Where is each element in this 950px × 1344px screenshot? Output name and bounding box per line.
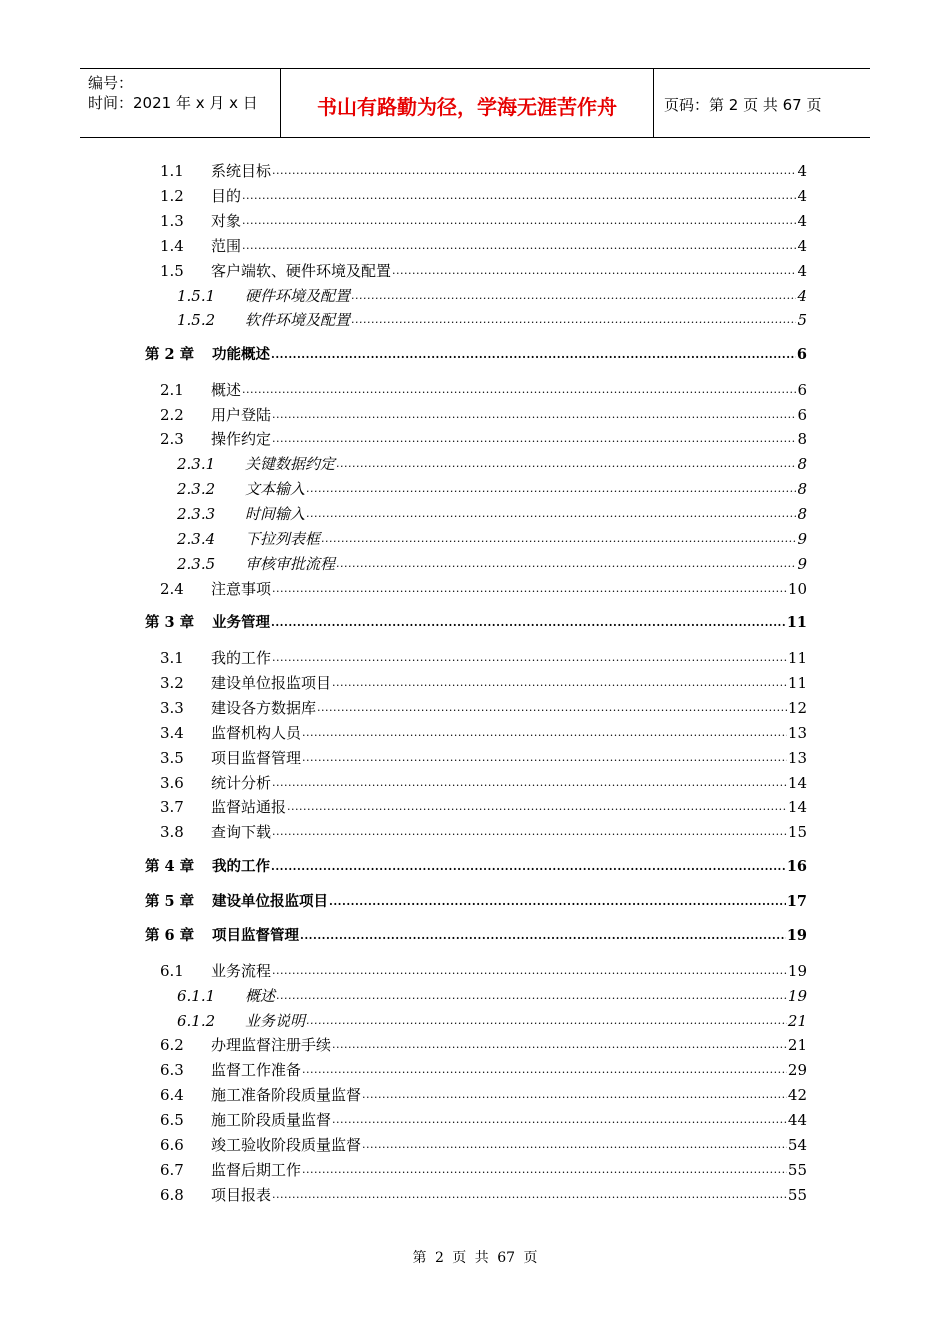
toc-entry-title: 概述 (245, 986, 276, 1005)
toc-dot-leader (272, 647, 787, 667)
toc-entry-page: 11 (786, 614, 807, 632)
toc-entry-number: 1.4 (160, 236, 184, 255)
toc-dot-leader (271, 613, 786, 632)
toc-entry[interactable] (145, 503, 807, 523)
toc-entry-title: 概述 (211, 380, 242, 399)
toc-entry[interactable] (145, 697, 807, 717)
toc-entry-number: 1.5.2 (177, 311, 216, 330)
toc-entry[interactable] (145, 985, 807, 1005)
toc-entry-title: 项目监督管理 (212, 927, 299, 945)
toc-dot-leader (272, 960, 787, 980)
toc-entry[interactable] (145, 160, 807, 180)
toc-entry-title: 竣工验收阶段质量监督 (211, 1136, 362, 1154)
toc-entry-number: 3.3 (160, 698, 184, 717)
toc-entry-title: 监督后期工作 (211, 1160, 302, 1179)
toc-entry[interactable] (145, 722, 807, 742)
toc-entry[interactable] (145, 1109, 807, 1129)
toc-entry-number: 1.5.1 (177, 286, 216, 305)
toc-entry-number: 2.3.1 (177, 455, 216, 474)
toc-entry-number: 1.3 (160, 211, 184, 230)
toc-entry-number: 3.8 (160, 823, 184, 842)
toc-entry-number: 2.2 (160, 405, 184, 424)
toc-dot-leader (332, 672, 787, 692)
toc-dot-leader (351, 285, 796, 305)
toc-entry-title: 项目监督管理 (211, 748, 302, 767)
toc-entry[interactable] (145, 578, 807, 598)
page-footer: 第 2 页 共 67 页 (412, 1250, 538, 1266)
toc-dot-leader (332, 1109, 787, 1129)
toc-entry-page: 11 (787, 673, 807, 692)
toc-entry-title: 下拉列表框 (245, 530, 321, 548)
toc-chapter-entry[interactable] (145, 856, 807, 876)
toc-entry-number: 2.3.2 (177, 480, 216, 499)
toc-dot-leader (242, 185, 796, 205)
toc-entry-page: 21 (787, 1011, 807, 1030)
toc-entry-number: 2.3.3 (177, 505, 216, 524)
toc-entry-number: 6.8 (160, 1185, 184, 1204)
toc-dot-leader (336, 553, 796, 573)
toc-entry[interactable] (145, 647, 807, 667)
toc-entry-page: 13 (787, 748, 807, 767)
toc-entry-page: 19 (787, 961, 807, 980)
toc-entry-number: 第 3 章 (145, 614, 195, 632)
page-header (80, 68, 870, 138)
toc-dot-leader (272, 404, 796, 424)
toc-entry-page: 55 (787, 1185, 807, 1204)
toc-entry[interactable] (145, 1084, 807, 1104)
toc-dot-leader (332, 1034, 787, 1054)
toc-entry-number: 6.3 (160, 1061, 184, 1080)
header-number-label: 编号： (88, 74, 134, 92)
toc-entry-page: 4 (797, 211, 807, 230)
toc-entry-title: 业务说明 (245, 1011, 306, 1030)
toc-entry-page: 8 (797, 505, 807, 524)
toc-entry-title: 查询下载 (211, 823, 272, 842)
toc-entry[interactable] (145, 235, 807, 255)
toc-entry[interactable] (145, 453, 807, 473)
toc-entry-title: 软件环境及配置 (245, 311, 351, 330)
header-page-info: 页码：第 2 页 共 67 页 (664, 95, 822, 114)
toc-dot-leader (272, 821, 787, 841)
toc-entry-page: 14 (787, 773, 807, 792)
toc-entry-page: 4 (797, 261, 807, 280)
toc-dot-leader (317, 697, 787, 717)
toc-dot-leader (302, 1059, 787, 1079)
toc-entry-number: 第 5 章 (145, 892, 195, 910)
toc-entry-number: 6.2 (160, 1036, 184, 1055)
toc-entry[interactable] (145, 1184, 807, 1204)
toc-entry-title: 监督站通报 (211, 798, 287, 817)
toc-entry-number: 6.7 (160, 1160, 184, 1179)
toc-entry-number: 3.1 (160, 649, 184, 667)
toc-dot-leader (276, 985, 787, 1005)
toc-entry-number: 1.1 (160, 162, 184, 180)
toc-dot-leader (321, 528, 796, 548)
toc-entry-page: 6 (797, 405, 807, 424)
toc-entry-title: 客户端软、硬件环境及配置 (211, 261, 392, 280)
toc-dot-leader (287, 796, 787, 816)
toc-entry-page: 55 (787, 1160, 807, 1179)
toc-entry[interactable] (145, 528, 807, 548)
toc-entry-title: 监督机构人员 (211, 723, 302, 742)
toc-entry-number: 3.2 (160, 673, 184, 692)
toc-entry[interactable] (145, 960, 807, 980)
toc-dot-leader (302, 1159, 787, 1179)
toc-entry-page: 8 (797, 480, 807, 499)
toc-entry-page: 21 (787, 1036, 807, 1055)
toc-dot-leader (271, 345, 796, 364)
toc-entry-title: 办理监督注册手续 (211, 1036, 332, 1055)
toc-entry-page: 4 (797, 286, 807, 305)
toc-dot-leader (242, 379, 796, 399)
toc-entry-page: 6 (797, 380, 807, 399)
toc-entry-number: 2.4 (160, 579, 184, 598)
toc-entry[interactable] (145, 185, 807, 205)
toc-entry-number: 2.1 (160, 380, 184, 399)
toc-dot-leader (272, 578, 787, 598)
toc-entry-number: 6.5 (160, 1111, 184, 1130)
toc-entry[interactable] (145, 821, 807, 841)
toc-entry-page: 19 (787, 986, 807, 1005)
toc-chapter-entry[interactable] (145, 612, 807, 632)
toc-entry-title: 范围 (211, 236, 242, 255)
toc-dot-leader (336, 453, 796, 473)
toc-dot-leader (362, 1084, 787, 1104)
toc-entry-title: 业务管理 (212, 614, 270, 632)
toc-dot-leader (242, 235, 796, 255)
toc-entry-number: 2.3.4 (177, 530, 216, 548)
toc-entry[interactable] (145, 1134, 807, 1154)
toc-entry-page: 29 (787, 1061, 807, 1080)
toc-entry-number: 第 4 章 (145, 857, 195, 875)
toc-entry-page: 16 (786, 857, 807, 875)
toc-entry[interactable] (145, 260, 807, 280)
toc-entry[interactable] (145, 672, 807, 692)
toc-entry-page: 17 (786, 892, 807, 910)
toc-entry-title: 监督工作准备 (211, 1061, 302, 1080)
toc-entry-number: 第 2 章 (145, 346, 195, 363)
toc-entry[interactable] (145, 379, 807, 399)
toc-entry[interactable] (145, 1059, 807, 1079)
toc-entry-title: 注意事项 (211, 579, 272, 598)
toc-entry[interactable] (145, 285, 807, 305)
toc-entry-page: 4 (797, 236, 807, 255)
toc-entry-page: 8 (797, 430, 807, 449)
toc-entry[interactable] (145, 404, 807, 424)
toc-entry[interactable] (145, 1159, 807, 1179)
toc-entry[interactable] (145, 478, 807, 498)
toc-dot-leader (242, 210, 796, 230)
toc-entry-page: 9 (797, 530, 807, 548)
toc-entry-title: 施工阶段质量监督 (211, 1111, 332, 1130)
toc-entry-number: 3.4 (160, 723, 184, 742)
header-time-label: 时间：2021 年 x 月 x 日 (88, 94, 258, 112)
toc-entry-title: 建设单位报监项目 (211, 673, 332, 692)
toc-entry-number: 3.7 (160, 798, 184, 817)
toc-entry-title: 我的工作 (211, 649, 272, 667)
toc-chapter-entry[interactable] (145, 344, 807, 364)
toc-entry-page: 11 (787, 649, 807, 667)
toc-entry-title: 统计分析 (211, 773, 272, 792)
toc-entry[interactable] (145, 210, 807, 230)
toc-dot-leader (271, 857, 786, 876)
toc-entry-title: 关键数据约定 (245, 455, 336, 474)
toc-dot-leader (306, 503, 796, 523)
toc-entry-title: 审核审批流程 (245, 554, 336, 573)
toc-entry-title: 业务流程 (211, 961, 272, 980)
toc-entry-title: 项目报表 (211, 1185, 272, 1204)
toc-dot-leader (272, 1184, 787, 1204)
toc-dot-leader (392, 260, 796, 280)
toc-entry-number: 6.1.2 (177, 1011, 216, 1030)
toc-entry-page: 44 (787, 1111, 807, 1130)
toc-entry[interactable] (145, 309, 807, 329)
toc-dot-leader (351, 309, 796, 329)
toc-entry-page: 4 (797, 186, 807, 205)
toc-dot-leader (306, 478, 796, 498)
header-motto: 书山有路勤为径，学海无涯苦作舟 (281, 69, 654, 137)
toc-entry-title: 系统目标 (211, 162, 272, 180)
toc-entry-title: 我的工作 (212, 857, 270, 875)
toc-dot-leader (272, 428, 796, 448)
toc-dot-leader (306, 1010, 787, 1030)
toc-entry-title: 目的 (211, 186, 242, 205)
toc-entry-title: 操作约定 (211, 430, 272, 449)
toc-entry-page: 54 (787, 1136, 807, 1154)
toc-entry-page: 9 (797, 554, 807, 573)
toc-entry[interactable] (145, 1010, 807, 1030)
toc-entry-number: 3.6 (160, 773, 184, 792)
toc-entry-number: 1.2 (160, 186, 184, 205)
toc-entry-page: 14 (787, 798, 807, 817)
toc-entry-number: 6.6 (160, 1136, 184, 1154)
toc-entry[interactable] (145, 428, 807, 448)
toc-entry-page: 6 (796, 346, 807, 363)
toc-entry[interactable] (145, 772, 807, 792)
toc-entry-number: 6.1 (160, 961, 184, 980)
toc-entry-number: 2.3.5 (177, 554, 216, 573)
toc-entry[interactable] (145, 553, 807, 573)
toc-entry-page: 13 (787, 723, 807, 742)
toc-entry-title: 建设各方数据库 (211, 698, 317, 717)
toc-entry[interactable] (145, 796, 807, 816)
toc-entry-page: 19 (786, 927, 807, 945)
toc-dot-leader (329, 892, 786, 911)
toc-entry-title: 施工准备阶段质量监督 (211, 1086, 362, 1105)
toc-entry-number: 第 6 章 (145, 927, 195, 945)
toc-dot-leader (302, 722, 787, 742)
toc-entry-page: 15 (787, 823, 807, 842)
toc-dot-leader (272, 772, 787, 792)
toc-entry-page: 12 (787, 698, 807, 717)
toc-chapter-entry[interactable] (145, 925, 807, 945)
toc-entry-title: 功能概述 (212, 346, 270, 363)
toc-entry[interactable] (145, 1034, 807, 1054)
toc-dot-leader (302, 747, 787, 767)
toc-dot-leader (362, 1134, 787, 1154)
toc-entry-page: 10 (787, 579, 807, 598)
toc-entry-number: 2.3 (160, 430, 184, 449)
toc-entry-number: 6.1.1 (177, 986, 216, 1005)
header-meta-cell (80, 69, 281, 137)
toc-entry-title: 硬件环境及配置 (245, 286, 351, 305)
toc-entry-number: 3.5 (160, 748, 184, 767)
toc-entry[interactable] (145, 747, 807, 767)
toc-dot-leader (272, 160, 796, 180)
toc-chapter-entry[interactable] (145, 891, 807, 911)
toc-entry-page: 4 (797, 162, 807, 180)
toc-entry-title: 文本输入 (245, 480, 306, 499)
toc-dot-leader (300, 926, 786, 945)
toc-entry-page: 5 (797, 311, 807, 330)
toc-entry-number: 6.4 (160, 1086, 184, 1105)
toc-entry-title: 建设单位报监项目 (212, 892, 328, 910)
toc-entry-title: 用户登陆 (211, 405, 272, 424)
toc-entry-number: 1.5 (160, 261, 184, 280)
toc-entry-title: 对象 (211, 211, 242, 230)
toc-entry-page: 8 (797, 455, 807, 474)
toc-entry-page: 42 (787, 1086, 807, 1105)
toc-entry-title: 时间输入 (245, 505, 306, 524)
